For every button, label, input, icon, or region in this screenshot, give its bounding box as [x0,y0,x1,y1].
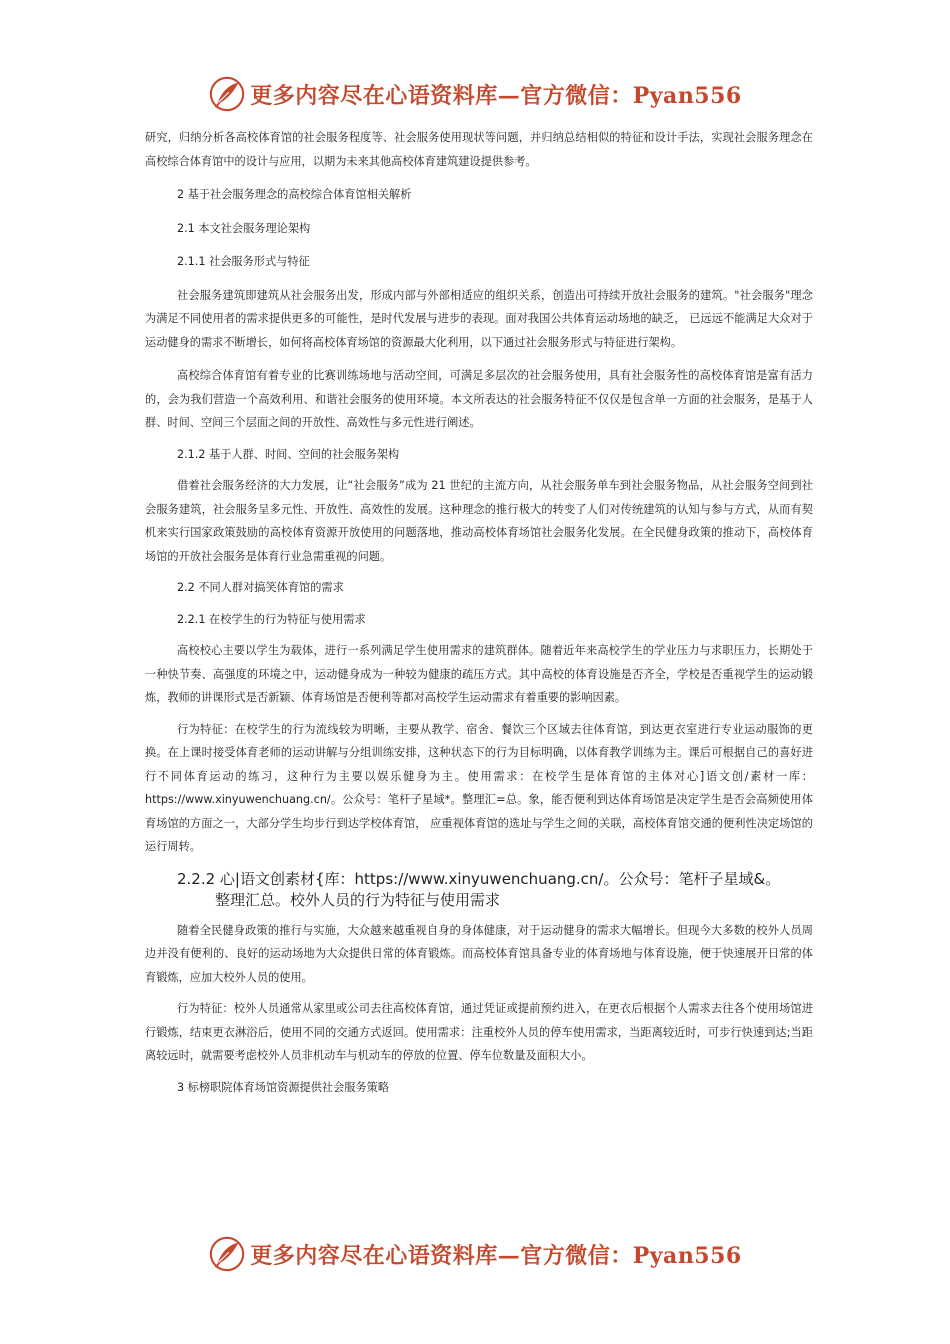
feather-pen-logo-icon [208,1235,246,1273]
paragraph-3: 借着社会服务经济的大力发展，让“社会服务”成为 21 世纪的主流方向，从社会服务单车到社会服务物品，从社会服务空间到社会服务建筑，社会服务呈多元性、开放性、高效性的发展。这种理念的推行极大的转变了人们对传统建筑的认知与参与方式，从而有契机来实行国家政策鼓励的高校体育资源开放使用的问题落地，推动高校体育场馆社会服务化发展。在全民健身政策的推动下，高校体育场馆的开放社会服务是体育行业急需重视的问题。 [145,479,813,563]
heading-2-1: 2.1 本文社会服务理论架构 [177,221,311,235]
heading-2-1-1: 2.1.1 社会服务形式与特征 [177,255,310,268]
header-banner [0,72,950,116]
heading-2-2: 2.2 不同人群对搞笑体育馆的需求 [177,581,344,594]
paragraph-6: 随着全民健身政策的推行与实施，大众越来越重视自身的身体健康，对于运动健身的需求大幅增长。但现今大多数的校外人员周边并没有便利的、良好的运动场地为大众提供日常的体育锻炼。而高校体育馆具备专业的体育场地与体育设施，便于快速展开日常的体育锻炼，应加大校外人员的使用。 [145,923,813,984]
footer-banner-text: 更多内容尽在心语资料库—官方微信：Pyan556 [250,1242,742,1269]
paragraph-2: 高校综合体育馆有着专业的比赛训练场地与活动空间，可满足多层次的社会服务使用，具有社会服务性的高校体育馆是富有活力的，会为我们营造一个高效利用、和谐社会服务的使用环境。本文所表达的社会服务特征不仅仅是包含单一方面的社会服务，是基于人群、时间、空间三个层面之间的开放性、高效性与多元性进行阐述。 [145,369,813,429]
paragraph-5: 行为特征：在校学生的行为流线较为明晰，主要从教学、宿舍、餐饮三个区域去往体育馆，到达更衣室进行专业运动服饰的更换。在上课时接受体育老师的运动讲解与分组训练安排，这种状态下的行为目标明确，以体育教学训练为主。课后可根据自己的喜好进行不同体育运动的练习，这种行为主要以娱乐健身为主。使用需求：在校学生是体育馆的主体对心]语文创/素材一库：https://www.xinyuwenchuang.cn/。公众号：笔杆子星域*。整理汇=总。象，能否便利到达体育场馆是决定学生是否会高频使用体育场馆的方面之一，大部分学生均步行到达学校体育馆， 应重视体育馆的选址与学生之间的关联，高校体育馆交通的便利性决定场馆的运行周转。 [145,722,813,853]
paragraph-intro: 研究，归纳分析各高校体育馆的社会服务程度等、社会服务使用现状等问题，并归纳总结相似的特征和设计手法，实现社会服务理念在高校综合体育馆中的设计与应用，以期为未来其他高校体育建筑建设提供参考。 [145,131,813,168]
heading-2-2-1: 2.2.1 在校学生的行为特征与使用需求 [177,612,366,626]
heading-section-3: 3 标榜职院体育场馆资源提供社会服务策略 [177,1080,390,1094]
paragraph-4: 高校校心主要以学生为载体，进行一系列满足学生使用需求的建筑群体。随着近年来高校学生的学业压力与求职压力，长期处于一种快节奏、高强度的环境之中，运动健身成为一种较为健康的疏压方式。其中高校的体育设施是否齐全，学校是否重视学生的运动锻炼，教师的讲课形式是否新颖、体育场馆是否便利等都对高校学生运动需求有着重要的影响因素。 [145,644,813,704]
paragraph-7: 行为特征：校外人员通常从家里或公司去往高校体育馆，通过凭证或提前预约进入，在更衣后根据个人需求去往各个使用场馆进行锻炼，结束更衣淋浴后，使用不同的交通方式返回。使用需求：注重校外人员的停车使用需求，当距离较近时，可步行快速到达;当距离较远时，就需要考虑校外人员非机动车与机动车的停放的位置、停车位数量及面积大小。 [145,1002,813,1062]
document-body [145,126,813,1099]
heading-section-2: 2 基于社会服务理念的高校综合体育馆相关解析 [177,188,412,201]
heading-2-1-2: 2.1.2 基于人群、时间、空间的社会服务架构 [177,447,400,461]
heading-2-2-2-line1: 2.2.2 心|语文创素材{库：https://www.xinyuwenchuang.cn/。公众号：笔杆子星域&。 [177,869,781,888]
paragraph-1: 社会服务建筑即建筑从社会服务出发，形成内部与外部相适应的组织关系，创造出可持续开放社会服务的建筑。"社会服务"理念为满足不同使用者的需求提供更多的可能性，是时代发展与进步的表现。面对我国公共体育运动场地的缺乏， 已远远不能满足大众对于运动健身的需求不断增长，如何将高校体育场馆的资源最大化利用，以下通过社会服务形式与特征进行架构。 [145,288,813,349]
heading-2-2-2 [145,869,813,911]
feather-pen-logo-icon [208,75,246,113]
banner-text: 更多内容尽在心语资料库—官方微信：Pyan556 [250,82,742,109]
heading-2-2-2-line2: 整理汇总。校外人员的行为特征与使用需求 [215,890,501,909]
footer-banner [0,1232,950,1276]
